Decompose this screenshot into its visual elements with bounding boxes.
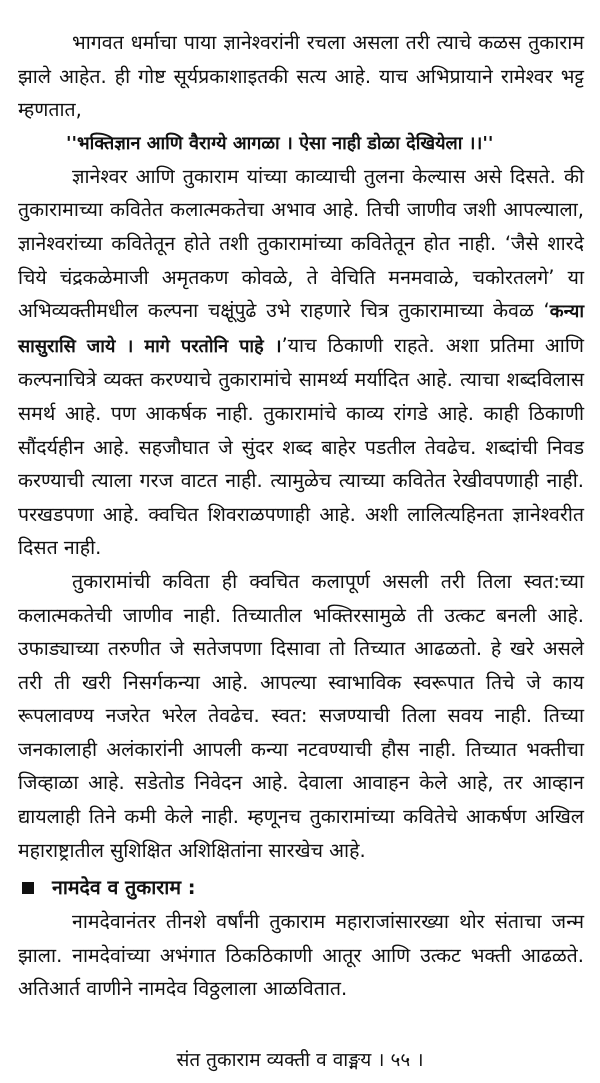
- paragraph-2: [18, 160, 584, 565]
- page-footer: संत तुकाराम व्यक्ती व वाङ्मय । ५५ ।: [176, 1049, 424, 1071]
- paragraph-4: नामदेवानंतर तीनशे वर्षांनी तुकाराम महाराजांसारख्या थोर संताचा जन्म झाला. नामदेवांच्या अभंगात ठिकठिकाणी आतूर आणि उत्कट भक्ती आढळते. अतिआर्त वाणीने नामदेव विठ्ठलाला आळवितात.: [18, 910, 584, 1001]
- square-bullet-icon: [22, 882, 34, 894]
- paragraph-2-text-before: ज्ञानेश्वर आणि तुकाराम यांच्या काव्याची तुलना केल्यास असे दिसते. की तुकारामाच्या कवितेत कलात्मकतेचा अभाव आहे. तिची जाणीव जशी आपल्याला, ज्ञानेश्वरांच्या कवितेतून होते तशी तुकारामांच्या कवितेतून होत नाही. ‘जैसे शारदे चिये चंद्रकळेमाजी अमृतकण कोवळे, ते वेचिति मनमवाळे, चकोरतलगे’ या अभिव्यक्तीमधील कल्पना चक्षूंपुढे उभे राहणारे चित्र तुकारामाच्या केवळ ‘: [18, 164, 584, 323]
- quote-line: ''भक्तिज्ञान आणि वैराग्ये आगळा । ऐसा नाही डोळा देखियेला ।।'': [66, 132, 494, 154]
- paragraph-3: तुकारामांची कविता ही क्वचित कलापूर्ण असली तरी तिला स्वत:च्या कलात्मकतेची जाणीव नाही. तिच्यातील भक्तिरसामुळे ती उत्कट बनली आहे. उफाड्याच्या तरुणीत जे सतेजपणा दिसावा तो तिच्यात आढळतो. हे खरे असले तरी ती खरी निसर्गकन्या आहे. आपल्या स्वाभाविक स्वरूपात तिचे जे काय रूपलावण्य नजरेत भरेल तेवढेच. स्वत: सजण्याची तिला सवय नाही. तिच्या जनकालाही अलंकारांनी आपली कन्या नटवण्याची हौस नाही. तिच्यात भक्तीचा जिव्हाळा आहे. सडेतोड निवेदन आहे. देवाला आवाहन केले आहे, तर आव्हान द्यायलाही तिने कमी केले नाही. म्हणूनच तुकारामांच्या कवितेचे आकर्षण अखिल महाराष्ट्रातील सुशिक्षित अशिक्षितांना सारखेच आहे.: [18, 569, 584, 862]
- section-heading-text: नामदेव व तुकाराम :: [52, 876, 196, 900]
- paragraph-2-bold-quote: कन्या सासुरासि जाये । मागे परतोनि पाहे ।: [18, 301, 584, 357]
- paragraph-1: भागवत धर्माचा पाया ज्ञानेश्वरांनी रचला असला तरी त्याचे कळस तुकाराम झाले आहेत. ही गोष्ट सूर्यप्रकाशाइतकी सत्य आहे. याच अभिप्रायाने रामेश्वर भट्ट म्हणतात,: [18, 31, 584, 122]
- paragraph-2-text-after: ’याच ठिकाणी राहते. अशा प्रतिमा आणि कल्पनाचित्रे व्यक्त करण्याचे तुकारामांचे सामर्थ्य मर्यादित आहे. त्याचा शब्दविलास समर्थ आहे. पण आकर्षक नाही. तुकारामांचे काव्य रांगडे आहे. काही ठिकाणी सौंदर्यहीन आहे. सहजौघात जे सुंदर शब्द बाहेर पडतील तेवढेच. शब्दांची निवड करण्याची त्याला गरज वाटत नाही. त्यामुळेच त्याच्या कवितेत रेखीवपणाही नाही. परखडपणा आहे. क्वचित शिवराळपणाही आहे. अशी लालित्यहिनता ज्ञानेश्वरीत दिसत नाही.: [18, 333, 585, 560]
- section-heading: [18, 871, 584, 905]
